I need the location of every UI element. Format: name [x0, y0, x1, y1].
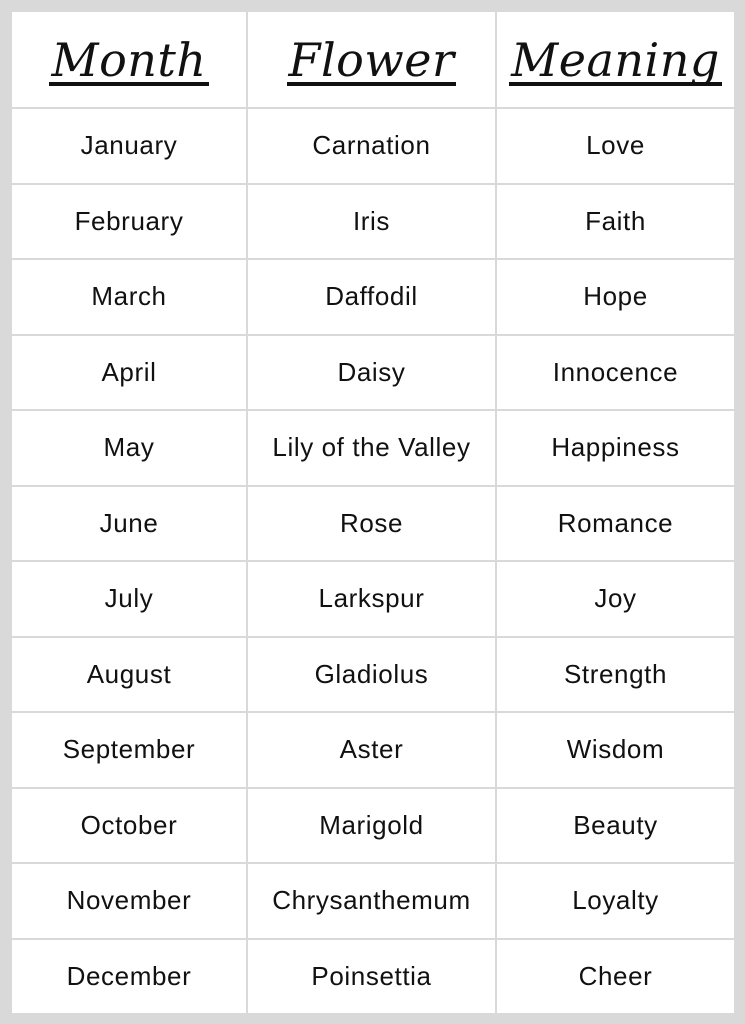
month-cell: December: [11, 939, 247, 1015]
month-cell: January: [11, 108, 247, 184]
meaning-cell: Love: [496, 108, 735, 184]
header-flower: [247, 11, 496, 108]
flower-cell: Lily of the Valley: [247, 410, 496, 486]
flower-cell: Rose: [247, 486, 496, 562]
table-row: [11, 788, 735, 864]
table-row: [11, 637, 735, 713]
table-row: [11, 863, 735, 939]
month-cell: May: [11, 410, 247, 486]
header-month-label: Month: [51, 32, 207, 87]
table-row: [11, 410, 735, 486]
meaning-cell: Loyalty: [496, 863, 735, 939]
meaning-cell: Strength: [496, 637, 735, 713]
flower-cell: Marigold: [247, 788, 496, 864]
table-row: [11, 335, 735, 411]
flower-cell: Chrysanthemum: [247, 863, 496, 939]
meaning-cell: Wisdom: [496, 712, 735, 788]
header-month: [11, 11, 247, 108]
month-cell: October: [11, 788, 247, 864]
flower-cell: Larkspur: [247, 561, 496, 637]
meaning-cell: Beauty: [496, 788, 735, 864]
month-cell: November: [11, 863, 247, 939]
header-meaning: [496, 11, 735, 108]
flower-cell: Aster: [247, 712, 496, 788]
table-row: [11, 486, 735, 562]
header-row: [11, 11, 735, 108]
meaning-cell: Cheer: [496, 939, 735, 1015]
meaning-cell: Innocence: [496, 335, 735, 411]
flower-cell: Daisy: [247, 335, 496, 411]
header-meaning-label: Meaning: [511, 32, 720, 87]
table-row: [11, 939, 735, 1015]
birth-flower-table: [10, 10, 736, 1015]
flower-cell: Daffodil: [247, 259, 496, 335]
table-row: [11, 712, 735, 788]
month-cell: April: [11, 335, 247, 411]
table-row: [11, 108, 735, 184]
meaning-cell: Joy: [496, 561, 735, 637]
meaning-cell: Romance: [496, 486, 735, 562]
meaning-cell: Hope: [496, 259, 735, 335]
month-cell: September: [11, 712, 247, 788]
flower-chart-sheet: [10, 10, 734, 1013]
table-row: [11, 184, 735, 260]
month-cell: February: [11, 184, 247, 260]
flower-cell: Iris: [247, 184, 496, 260]
table-row: [11, 259, 735, 335]
header-flower-label: Flower: [288, 32, 455, 87]
month-cell: March: [11, 259, 247, 335]
meaning-cell: Faith: [496, 184, 735, 260]
month-cell: June: [11, 486, 247, 562]
flower-cell: Gladiolus: [247, 637, 496, 713]
flower-cell: Poinsettia: [247, 939, 496, 1015]
meaning-cell: Happiness: [496, 410, 735, 486]
table-row: [11, 561, 735, 637]
month-cell: August: [11, 637, 247, 713]
flower-cell: Carnation: [247, 108, 496, 184]
month-cell: July: [11, 561, 247, 637]
